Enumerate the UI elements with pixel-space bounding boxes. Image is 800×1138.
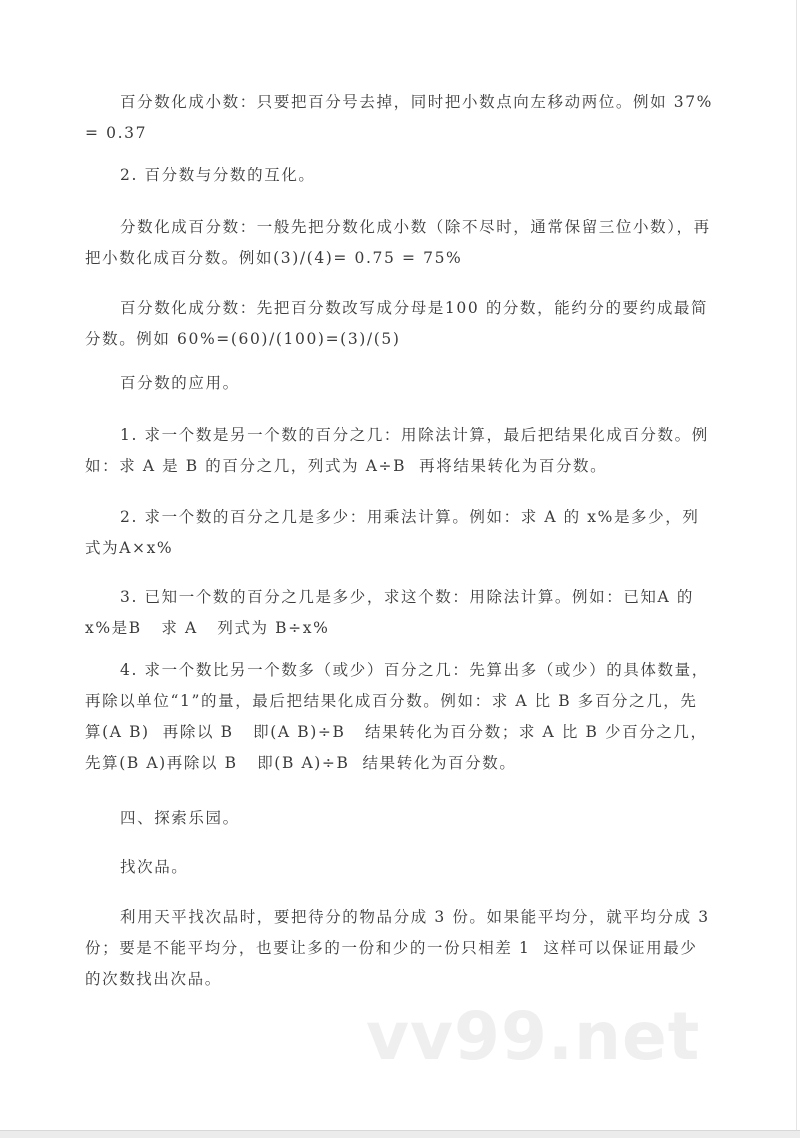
paragraph-fraction-to-percent: 分数化成百分数：一般先把分数化成小数（除不尽时，通常保留三位小数），再把小数化成百分数。例如(3)/(4)= 0.75 = 75% [85, 218, 711, 267]
paragraph-heading-find-defective: 找次品。 [120, 858, 189, 876]
watermark-text: vv99.net [366, 998, 701, 1075]
paragraph-find-defective-method: 利用天平找次品时，要把待分的物品分成 3 份。如果能平均分，就平均分成 3 份；要是不能平均分，也要让多的一份和少的一份只相差 1 这样可以保证用最少的次数找出次品。 [85, 908, 717, 988]
paragraph-rule-1: 1. 求一个数是另一个数的百分之几：用除法计算，最后把结果化成百分数。例如：求 A 是 B 的百分之几，列式为 A÷B 再将结果转化为百分数。 [85, 426, 709, 475]
paragraph-percent-to-fraction: 百分数化成分数：先把百分数改写成分母是100 的分数，能约分的要约成最简分数。例如 60%=(60)/(100)=(3)/(5) [85, 299, 709, 348]
paragraph-rule-4: 4. 求一个数比另一个数多（或少）百分之几：先算出多（或少）的具体数量，再除以单位“1”的量，最后把结果化成百分数。例如：求 A 比 B 多百分之几，先算(A B) 再除以 B 即(A B)÷B 结果转化为百分数；求 A 比 B 少百分之几，先算(B A)再除以 B 即(B A)÷B 结果转化为百分数。 [85, 661, 709, 772]
paragraph-rule-2: 2. 求一个数的百分之几是多少：用乘法计算。例如：求 A 的 x%是多少，列式为A×x% [85, 508, 700, 557]
paragraph-heading-percent-application: 百分数的应用。 [120, 374, 240, 392]
paragraph-percent-to-decimal: 百分数化成小数：只要把百分号去掉，同时把小数点向左移动两位。例如 37% = 0.37 [85, 93, 720, 142]
paragraph-rule-3: 3. 已知一个数的百分之几是多少，求这个数：用除法计算。例如：已知A 的 x%是B 求 A 列式为 B÷x% [85, 588, 701, 637]
paragraph-heading-percent-fraction: 2. 百分数与分数的互化。 [120, 166, 316, 184]
paragraph-heading-explore: 四、探索乐园。 [120, 809, 240, 827]
